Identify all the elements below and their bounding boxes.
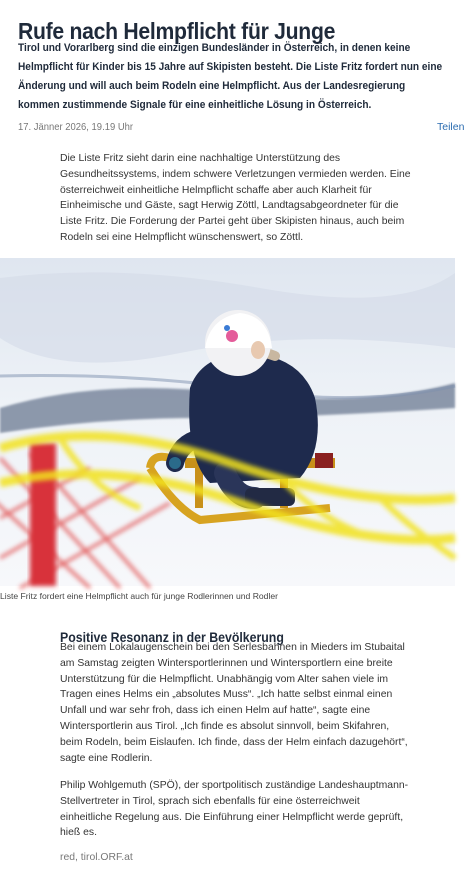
article-paragraph-2: Bei einem Lokalaugenschein bei den Serlesbahnen in Mieders im Stubaital am Samstag zeigten Wintersportlerinnen und Wintersportlern eine breite Unterstützung für die Helmpflicht. Unabhängig vom Alter sahen viele im Tragen eines Helms ein „absolutes Muss“. „Ich hatte selbst einmal einen Unfall und war sehr froh, dass ich einen Helm auf hatte“, sagte eine Wintersportlerin aus Tirol. „Ich finde es absolut sinnvoll, beim Skifahren, beim Rodeln, beim Eislaufen. Ich finde, dass der Helm einfach dazugehört“, sagte eine Rodlerin.: [60, 642, 408, 764]
article-photo: [0, 258, 455, 586]
article-title: Rufe nach Helmpflicht für Junge: [18, 18, 336, 45]
article-source: red, tirol.ORF.at: [60, 852, 133, 863]
article-lead: Tirol und Vorarlberg sind die einzigen Bundesländer in Österreich, in denen keine Helmpflicht für Kinder bis 15 Jahre auf Skipisten besteht. Die Liste Fritz fordert nun eine Änderung und will auch beim Rodeln eine Helmpflicht. Aus der Landesregierung kommen zustimmende Signale für eine einheitliche Lösung in Österreich.: [18, 42, 443, 111]
sledding-child-photo: [0, 258, 455, 586]
image-caption: Liste Fritz fordert eine Helmpflicht auch für junge Rodlerinnen und Rodler: [0, 591, 279, 601]
publish-date: 17. Jänner 2026, 19.19 Uhr: [18, 121, 134, 133]
section-heading: Positive Resonanz in der Bevölkerung: [60, 630, 284, 646]
article-paragraph-3: Philip Wohlgemuth (SPÖ), der sportpolitisch zuständige Landeshauptmann-Stellvertreter in Tirol, sprach sich ebenfalls für eine österreichweit einheitliche Regelung aus. Die Einführung einer Helmpflicht werde geprüft, hieß es.: [60, 780, 409, 839]
share-link[interactable]: Teilen: [437, 121, 464, 133]
article-paragraph-1: Die Liste Fritz sieht darin eine nachhaltige Unterstützung des Gesundheitssystems, indem schwere Verletzungen vermieden werden. Eine österreichweit einheitliche Helmpflicht schaffe aber auch Klarheit für Einheimische und Gäste, sagt Herwig Zöttl, Landtagsabgeordneter für die Liste Fritz. Die Forderung der Partei geht über Skipisten hinaus, auch beim Rodeln sei eine Helmpflicht wünschenswert, so Zöttl.: [60, 153, 411, 243]
